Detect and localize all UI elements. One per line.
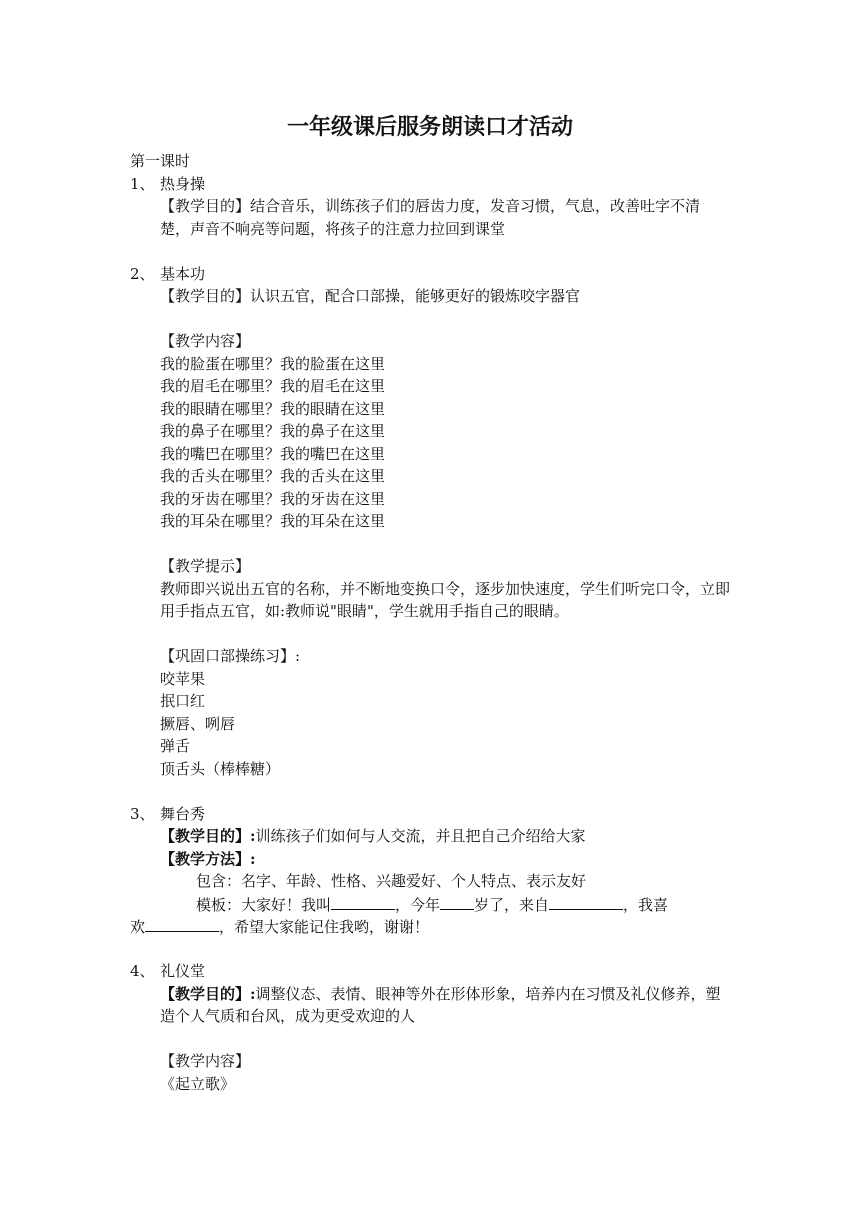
practice-item: 咬苹果: [160, 669, 206, 688]
section-3-heading: [130, 803, 730, 826]
chant-line: 我的耳朵在哪里？我的耳朵在这里: [160, 512, 386, 530]
section-1-goal: [130, 195, 730, 240]
section-title: 礼仪堂: [160, 962, 206, 980]
section-4-goal: [130, 983, 730, 1028]
content-label: 【教学内容】: [160, 1052, 251, 1070]
document-title: 一年级课后服务朗读口才活动: [286, 115, 573, 140]
section-number: 2、: [130, 264, 155, 283]
section-3-goal: [130, 825, 730, 848]
goal-label: 【教学目的】: [160, 287, 251, 305]
tip-label: 【教学提示】: [160, 557, 251, 575]
name-blank: [331, 893, 395, 910]
section-4-heading: [130, 960, 730, 983]
section-number: 1、: [130, 174, 155, 193]
template-line: [130, 893, 730, 916]
origin-blank: [549, 893, 623, 910]
chant-line: 我的舌头在哪里？我的舌头在这里: [160, 467, 386, 485]
template-text: ，希望大家能记住我哟，谢谢！: [219, 918, 430, 936]
spacer: [130, 308, 730, 331]
method-label: 【教学方法】:: [160, 849, 256, 868]
template-text: 岁了，来自: [474, 895, 550, 914]
spacer: [130, 533, 730, 556]
section-number: 3、: [130, 804, 155, 823]
practice-label: 【巩固口部操练习】:: [160, 647, 301, 665]
chant-line: 我的牙齿在哪里？我的牙齿在这里: [160, 489, 386, 508]
spacer: [130, 780, 730, 803]
section-1-heading: [130, 173, 730, 196]
section-number: 4、: [130, 962, 155, 980]
tip-text: 教师即兴说出五官的名称，并不断地变换口令，逐步加快速度，学生们听完口令，立即用手指点五官，如:教师说"眼睛"，学生就用手指自己的眼睛。: [160, 579, 731, 620]
chant-line: 我的脸蛋在哪里？我的脸蛋在这里: [160, 354, 386, 373]
document-body: [130, 150, 730, 1095]
goal-text: 训练孩子们如何与人交流，并且把自己介绍给大家: [255, 827, 586, 845]
goal-text: 认识五官，配合口部操，能够更好的锻炼咬字器官: [250, 287, 581, 305]
spacer: [130, 623, 730, 646]
spacer: [130, 938, 730, 961]
include-text: 包含：名字、年龄、性格、兴趣爱好、个人特点、表示友好: [196, 872, 587, 890]
spacer: [130, 240, 730, 263]
practice-item: 撅唇、咧唇: [160, 714, 236, 733]
age-blank: [440, 893, 474, 910]
template-text: ，我喜: [623, 895, 669, 914]
template-text: ，今年: [395, 895, 441, 914]
goal-label: 【教学目的】:: [160, 827, 256, 845]
chant-line: 我的眉毛在哪里？我的眉毛在这里: [160, 377, 386, 395]
practice-item: 顶舌头（棒棒糖）: [160, 759, 281, 778]
practice-item: 抿口红: [160, 692, 206, 710]
section-2-goal: [130, 285, 730, 308]
goal-text: 调整仪态、表情、眼神等外在形体形象，培养内在习惯及礼仪修养，塑造个人气质和台风，成为更受欢迎的人: [160, 984, 721, 1025]
section-2-heading: [130, 263, 730, 286]
hobby-blank: [145, 915, 219, 932]
section-title: 基本功: [160, 264, 206, 283]
goal-label: 【教学目的】:: [160, 984, 256, 1003]
lesson-label: 第一课时: [130, 152, 191, 170]
template-text: 欢: [130, 918, 146, 936]
spacer: [130, 1028, 730, 1051]
section-title: 热身操: [160, 174, 206, 193]
template-line-cont: [130, 915, 730, 938]
practice-item: 弹舌: [160, 737, 191, 755]
chant-line: 我的眼睛在哪里？我的眼睛在这里: [160, 399, 386, 418]
song-title: 《起立歌》: [160, 1074, 236, 1093]
content-label: 【教学内容】: [160, 332, 251, 350]
chant-line: 我的鼻子在哪里？我的鼻子在这里: [160, 422, 386, 440]
goal-label: 【教学目的】: [160, 197, 251, 215]
section-title: 舞台秀: [160, 804, 206, 823]
template-text: 模板：大家好！我叫: [196, 895, 332, 914]
chant-line: 我的嘴巴在哪里？我的嘴巴在这里: [160, 444, 386, 463]
goal-text: 结合音乐，训练孩子们的唇齿力度，发音习惯，气息，改善吐字不清楚，声音不响亮等问题，将孩子的注意力拉回到课堂: [160, 197, 701, 238]
